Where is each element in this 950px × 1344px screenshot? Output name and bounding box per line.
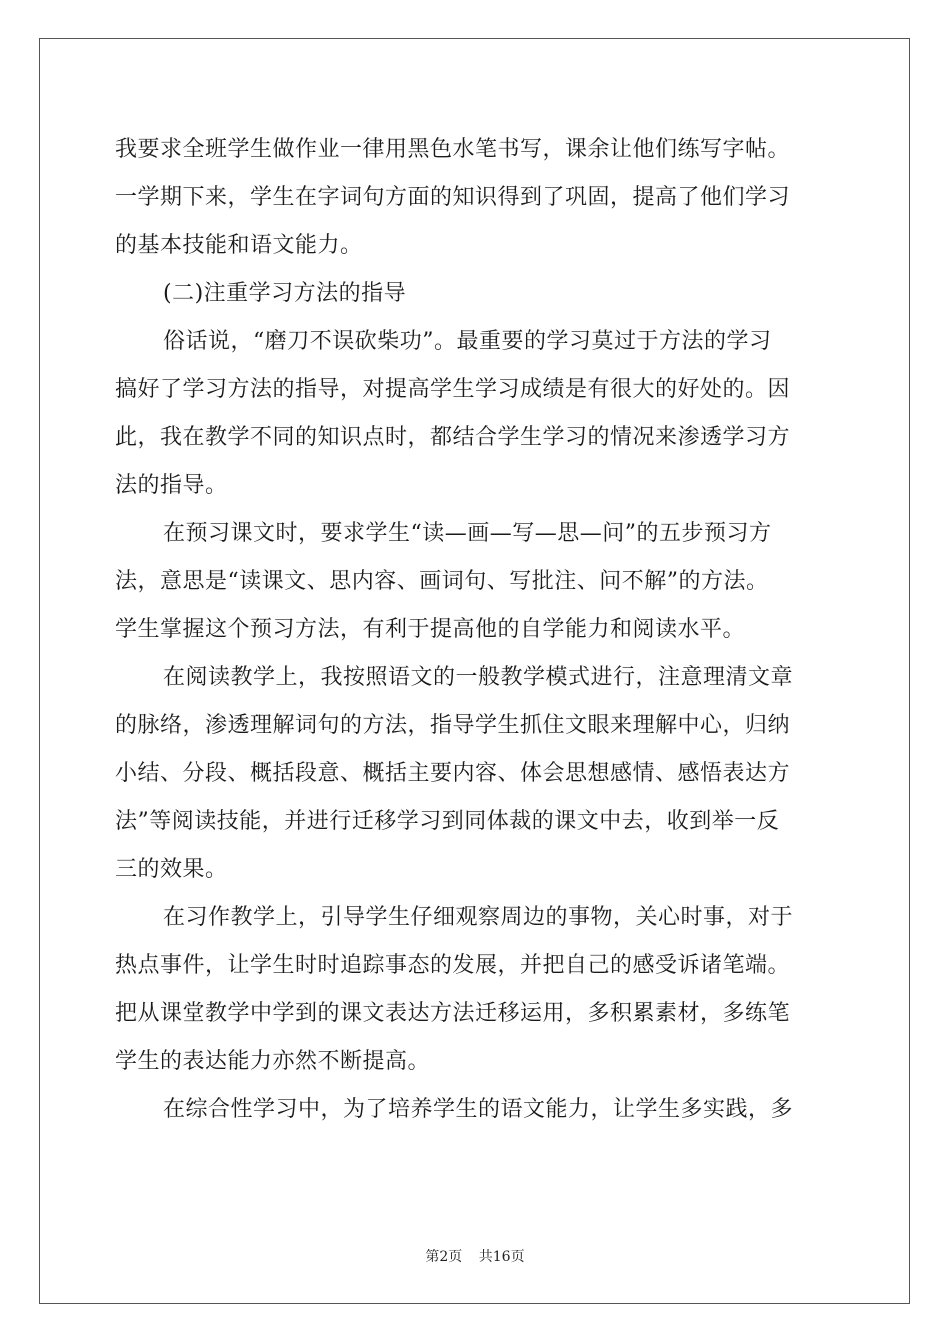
text-line: 在预习课文时，要求学生“读—画—写—思—问”的五步预习方	[163, 521, 772, 546]
text-line: 此，我在教学不同的知识点时，都结合学生学习的情况来渗透学习方	[115, 425, 791, 450]
page-total: 共16页	[478, 1249, 525, 1265]
text-line: 小结、分段、概括段意、概括主要内容、体会思想感情、感悟表达方	[115, 761, 791, 786]
text-line: 在习作教学上，引导学生仔细观察周边的事物，关心时事，对于	[163, 905, 794, 930]
text-line: 的脉络，渗透理解词句的方法，指导学生抓住文眼来理解中心，归纳	[115, 713, 791, 738]
text-line: 在阅读教学上，我按照语文的一般教学模式进行，注意理清文章	[163, 665, 794, 690]
text-line: 法，意思是“读课文、思内容、画词句、写批注、问不解”的方法。	[115, 569, 769, 594]
text-line: 三的效果。	[115, 857, 228, 882]
text-line: 学生的表达能力亦然不断提高。	[115, 1049, 431, 1074]
text-line: 一学期下来，学生在字词句方面的知识得到了巩固，提高了他们学习	[115, 185, 791, 210]
text-line: 把从课堂教学中学到的课文表达方法迁移运用，多积累素材，多练笔	[115, 1001, 791, 1026]
text-line: 在综合性学习中，为了培养学生的语文能力，让学生多实践，多	[163, 1097, 794, 1122]
document-body	[115, 126, 835, 1134]
text-line: 法的指导。	[115, 473, 228, 498]
page-number: 第2页	[425, 1249, 463, 1265]
text-line: 学生掌握这个预习方法，有利于提高他的自学能力和阅读水平。	[115, 617, 746, 642]
text-line: 的基本技能和语文能力。	[115, 233, 363, 258]
page-footer	[0, 1246, 950, 1266]
text-line: 俗话说，“磨刀不误砍柴功”。最重要的学习莫过于方法的学习	[163, 329, 772, 354]
text-line: 搞好了学习方法的指导，对提高学生学习成绩是有很大的好处的。因	[115, 377, 791, 402]
text-line: 我要求全班学生做作业一律用黑色水笔书写，课余让他们练写字帖。	[115, 137, 791, 162]
section-heading: (二)注重学习方法的指导	[163, 281, 407, 306]
text-line: 热点事件，让学生时时追踪事态的发展，并把自己的感受诉诸笔端。	[115, 953, 791, 978]
text-line: 法”等阅读技能，并进行迁移学习到同体裁的课文中去，收到举一反	[115, 809, 780, 834]
